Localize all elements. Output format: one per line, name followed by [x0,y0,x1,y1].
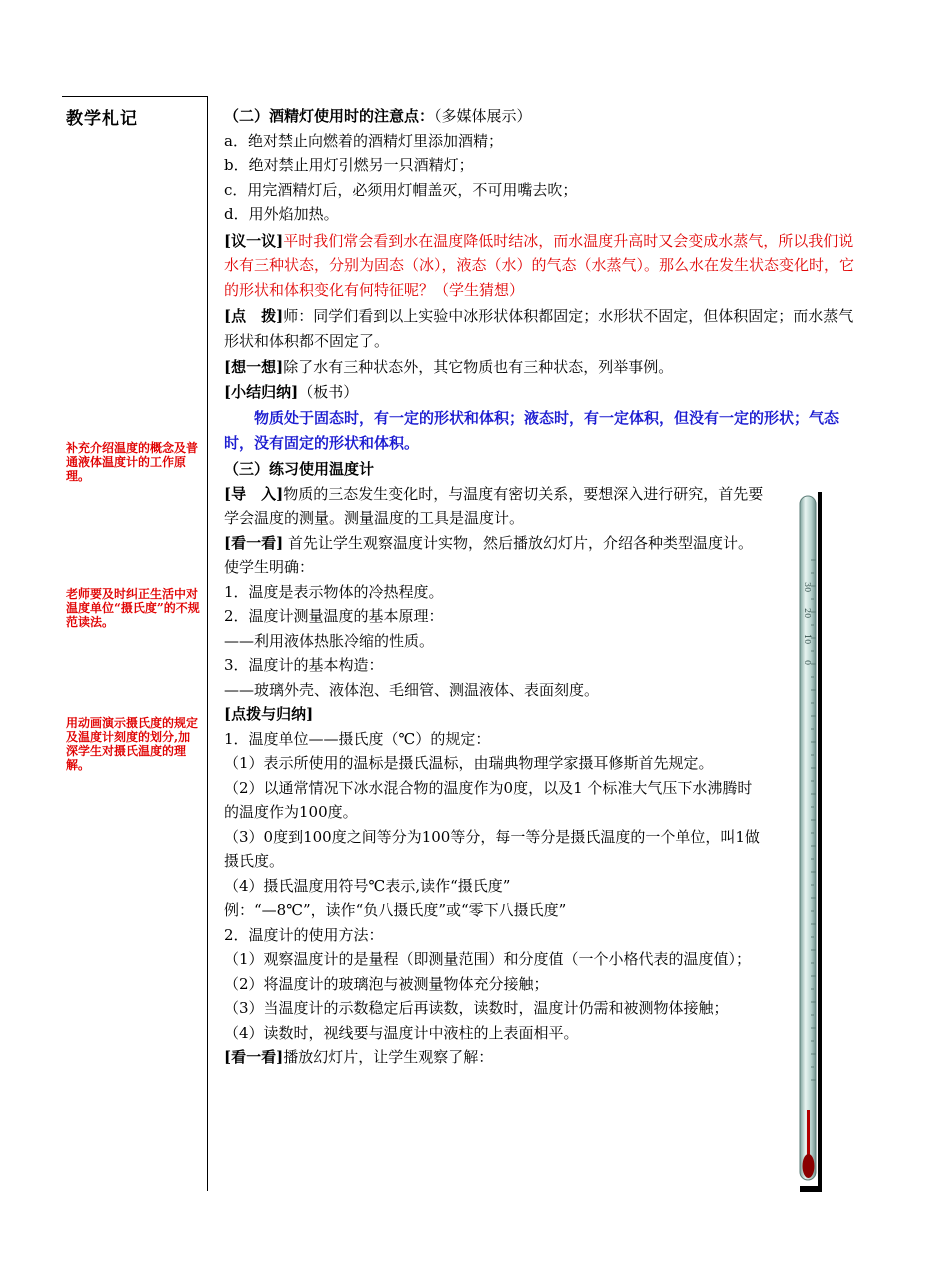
section2-heading: （二）酒精灯使用时的注意点： [224,107,435,125]
discuss-tag: [议一议] [224,231,284,250]
think-tag: [想一想] [224,358,284,376]
section3-heading: （三）练习使用温度计 [224,460,375,478]
concept-item: 1．温度是表示物体的冷热程度。 [224,582,444,601]
intro-tag: [导 入] [224,484,284,503]
use-item: （4）读数时，视线要与温度计中液柱的上表面相平。 [224,1023,579,1042]
section2-heading-note: （多媒体展示） [434,107,532,125]
scale-label: 30 [803,582,812,593]
scale-label: 20 [803,608,812,619]
unit-item: （1）表示所使用的温标是摄氏温标，由瑞典物理学家摄耳修斯首先规定。 [224,754,714,772]
look-tag: [看一看] [224,533,284,552]
look-text: 首先让学生观察温度计实物，然后播放幻灯片，介绍各种类型温度计。 [283,533,753,552]
intro-text: 物质的三态发生变化时，与温度有密切关系，要想深入进行研究，首先要 [283,484,764,503]
look2-tag: [看一看] [224,1048,284,1066]
point-paragraph [224,304,864,353]
discuss-paragraph [224,229,864,303]
summary-text: 物质处于固态时，有一定的形状和体积；液态时，有一定体积，但没有一定的形状；气态时，没有固定的形状和体积。 [224,409,840,452]
sidebar-title: 教学札记 [66,109,138,129]
rule-item: d．用外焰加热。 [224,205,339,223]
use-heading: 2．温度计的使用方法： [224,925,384,944]
unit-heading: 1．温度单位——摄氏度（℃）的规定： [224,729,491,748]
look-line-2: 使学生明确： [224,558,315,576]
unit-item: （4）摄氏温度用符号℃表示,读作“摄氏度” [224,876,511,895]
look2-line [224,1045,864,1070]
unit-example: 例：“—8℃”，读作“负八摄氏度”或“零下八摄氏度” [224,901,567,919]
intro-line-2: 学会温度的测量。测量温度的工具是温度计。 [224,509,525,527]
guide-tag: [点拨与归纳] [224,705,314,723]
use-item: （3）当温度计的示数稳定后再读数，读数时，温度计仍需和被测物体接触； [224,999,729,1017]
discuss-text: 平时我们常会看到水在温度降低时结冰，而水温度升高时又会变成水蒸气，所以我们说水有三种状态，分别为固态（冰），液态（水）的气态（水蒸气）。那么水在发生状态变化时，它的形状和体积变化有何特征呢？（学生猜想） [224,231,855,299]
rule-item: a．绝对禁止向燃着的酒精灯里添加酒精； [224,131,503,150]
intro-line [224,482,864,507]
concept-item: ——玻璃外壳、液体泡、毛细管、测温液体、表面刻度。 [224,680,600,699]
sidebar-note-temperature: 补充介绍温度的概念及普通液体温度计的工作原理。 [66,441,199,483]
summary-heading-line [224,380,864,405]
rule-item: c．用完酒精灯后，必须用灯帽盖灭，不可用嘴去吹； [224,180,578,199]
point-tag: [点 拨] [224,307,284,325]
unit-item: 摄氏度。 [224,852,285,870]
rule-item: b．绝对禁止用灯引燃另一只酒精灯； [224,156,474,174]
unit-item: 的温度作为100度。 [224,803,358,821]
thermometer-mercury-column [807,1110,810,1160]
use-item: （1）观察温度计的是量程（即测量范围）和分度值（一个小格代表的温度值）； [224,950,752,968]
look2-text: 播放幻灯片，让学生观察了解： [283,1048,494,1066]
margin-top-rule [62,96,208,97]
think-text: 除了水有三种状态外，其它物质也有三种状态，列举事例。 [283,358,674,376]
concept-item: 3．温度计的基本构造： [224,656,384,674]
use-item: （2）将温度计的玻璃泡与被测量物体充分接触； [224,974,549,993]
sidebar-note-unit-reading: 老师要及时纠正生活中对温度单位“摄氏度”的不规范读法。 [66,587,200,629]
lesson-body [224,104,864,1070]
unit-item: （2）以通常情况下冰水混合物的温度作为0度，以及1 个标准大气压下水沸腾时 [224,778,753,797]
concept-item: ——利用液体热胀冷缩的性质。 [224,631,435,650]
scale-label: 0 [803,660,812,666]
sidebar-note-animation: 用动画演示摄氏度的规定及温度计刻度的划分,加深学生对摄氏温度的理解。 [66,716,199,772]
scale-label: 10 [803,634,812,645]
point-text: 师：同学们看到以上实验中冰形状体积都固定；水形状不固定，但体积固定；而水蒸气形状和体积都不固定了。 [224,307,854,350]
look-line [224,531,864,556]
thermometer-bulb [803,1154,815,1178]
concept-item: 2．温度计测量温度的基本原理： [224,607,444,625]
section2-heading-line [224,104,864,129]
summary-note: （板书） [298,382,359,401]
margin-divider [207,96,208,1191]
think-paragraph [224,355,864,380]
thermometer-tube [800,496,816,1180]
unit-item: （3）0度到100度之间等分为100等分，每一等分是摄氏温度的一个单位，叫1做 [224,827,760,846]
thermometer-image [796,490,828,1200]
summary-tag: [小结归纳] [224,382,299,401]
